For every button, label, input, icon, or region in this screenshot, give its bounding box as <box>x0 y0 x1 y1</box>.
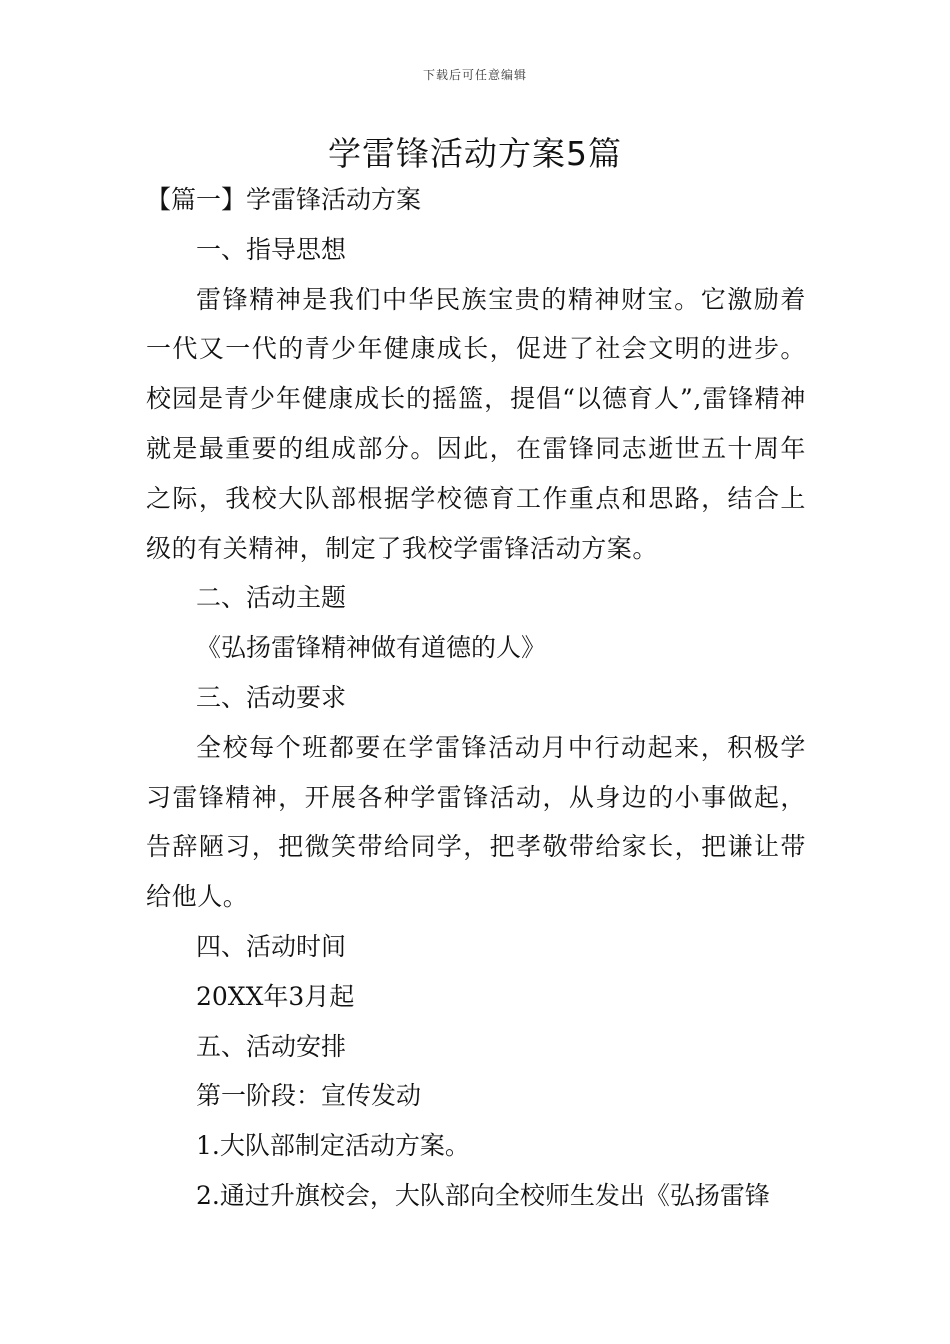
heading-activity-time: 四、活动时间 <box>196 931 347 961</box>
activity-theme-text: 《弘扬雷锋精神做有道德的人》 <box>196 633 547 663</box>
document-body <box>146 175 806 1221</box>
heading-activity-requirements: 三、活动要求 <box>196 682 347 712</box>
section-heading: 【篇一】学雷锋活动方案 <box>146 185 422 214</box>
heading-activity-theme: 二、活动主题 <box>196 583 347 613</box>
list-item-2: 2.通过升旗校会，大队部向全校师生发出《弘扬雷锋 <box>196 1180 770 1210</box>
heading-guiding-ideology: 一、指导思想 <box>196 234 347 264</box>
document-title: 学雷锋活动方案5篇 <box>328 134 622 173</box>
list-item-1: 1.大队部制定活动方案。 <box>196 1131 470 1161</box>
activity-time-text: 20XX年3月起 <box>196 981 355 1011</box>
paragraph-guiding-ideology: 雷锋精神是我们中华民族宝贵的精神财宝。它激励着一代又一代的青少年健康成长，促进了社会文明的进步。校园是青少年健康成长的摇篮，提倡“以德育人”,雷锋精神就是最重要的组成部分。因此，在雷锋同志逝世五十周年之际，我校大队部根据学校德育工作重点和思路，结合上级的有关精神，制定了我校学雷锋活动方案。 <box>146 284 806 563</box>
heading-activity-arrangement: 五、活动安排 <box>196 1031 347 1061</box>
heading-phase-one: 第一阶段：宣传发动 <box>196 1081 422 1111</box>
header-note: 下载后可任意编辑 <box>422 68 527 82</box>
paragraph-activity-requirements: 全校每个班都要在学雷锋活动月中行动起来，积极学习雷锋精神，开展各种学雷锋活动，从身边的小事做起，告辞陋习，把微笑带给同学，把孝敬带给家长，把谦让带给他人。 <box>146 732 806 912</box>
